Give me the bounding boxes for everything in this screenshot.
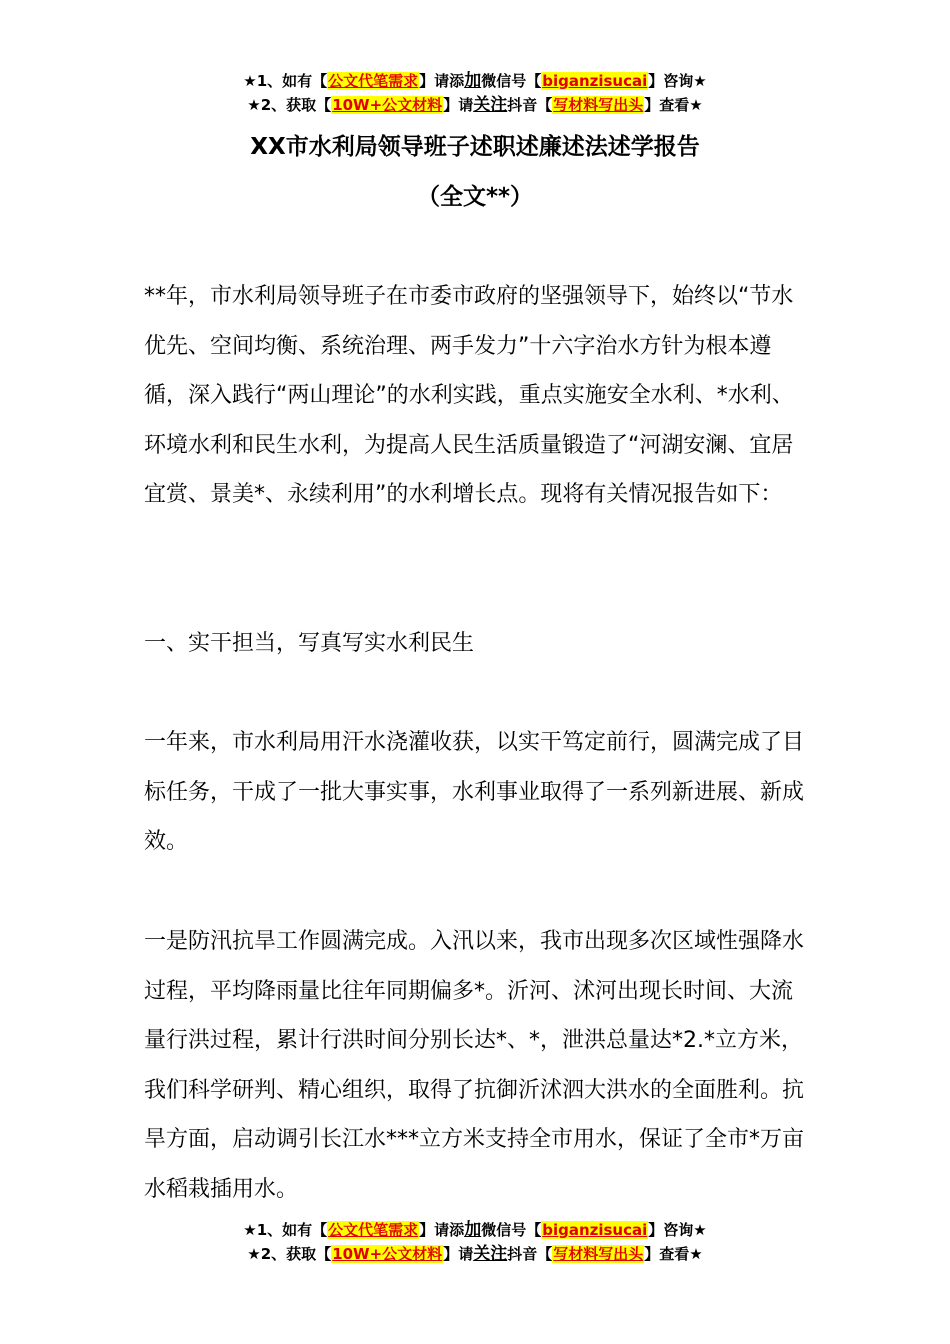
promo-text: 微信号【 bbox=[481, 72, 542, 90]
document-title: XX市水利局领导班子述职述廉述法述学报告 bbox=[250, 134, 700, 160]
section-heading: 一、实干担当，写真写实水利民生 bbox=[144, 631, 475, 656]
promo-highlight-materials: 10W+公文材料 bbox=[332, 96, 443, 114]
promo-text: 】咨询★ bbox=[648, 1221, 707, 1239]
promo-text: 】咨询★ bbox=[648, 72, 707, 90]
promo-text: 抖音【 bbox=[507, 1245, 553, 1263]
promo-text: 】查看★ bbox=[644, 1245, 703, 1263]
promo-text: 】请添 bbox=[419, 72, 465, 90]
promo-underlined-text: 加 bbox=[464, 1220, 482, 1240]
promo-text: ★2、获取【 bbox=[247, 1245, 332, 1263]
promo-text: ★1、如有【 bbox=[243, 1221, 328, 1239]
promo-line-1 bbox=[0, 1218, 950, 1242]
promo-highlight-wechat-id: biganzisucai bbox=[542, 1221, 648, 1239]
body-paragraph: 一是防汛抗旱工作圆满完成。入汛以来，我市出现多次区域性强降水过程，平均降雨量比往年同期偏多*。沂河、沭河出现长时间、大流量行洪过程，累计行洪时间分别长达*、*，泄洪总量达*2.*立方米，我们科学研判、精心组织，取得了抗御沂沭泗大洪水的全面胜利。抗旱方面，启动调引长江水***立方米支持全市用水，保证了全市*万亩水稻栽插用水。 bbox=[144, 929, 805, 1202]
promo-line-1 bbox=[0, 69, 950, 93]
promo-banner-top bbox=[0, 69, 950, 117]
promo-text: 微信号【 bbox=[481, 1221, 542, 1239]
promo-text: 】查看★ bbox=[644, 96, 703, 114]
promo-line-2 bbox=[0, 93, 950, 117]
promo-text: 】请 bbox=[443, 96, 474, 114]
promo-text: 】请添 bbox=[419, 1221, 465, 1239]
intro-paragraph: **年，市水利局领导班子在市委市政府的坚强领导下，始终以“节水优先、空间均衡、系统治理、两手发力”十六字治水方针为根本遵循，深入践行“两山理论”的水利实践，重点实施安全水利、*水利、环境水利和民生水利，为提高人民生活质量锻造了“河湖安澜、宜居宜赏、景美*、永续利用”的水利增长点。现将有关情况报告如下： bbox=[144, 284, 794, 508]
promo-highlight-materials: 10W+公文材料 bbox=[332, 1245, 443, 1263]
document-subtitle: （全文**） bbox=[416, 184, 534, 210]
promo-underlined-text: 关注 bbox=[473, 95, 508, 115]
promo-highlight-service: 公文代笔需求 bbox=[328, 72, 419, 90]
promo-highlight-douyin-id: 写材料写出头 bbox=[553, 96, 644, 114]
promo-text: 抖音【 bbox=[507, 96, 553, 114]
promo-text: 】请 bbox=[443, 1245, 474, 1263]
promo-underlined-text: 关注 bbox=[473, 1244, 508, 1264]
promo-text: ★2、获取【 bbox=[247, 96, 332, 114]
promo-line-2 bbox=[0, 1242, 950, 1266]
promo-highlight-wechat-id: biganzisucai bbox=[542, 72, 648, 90]
promo-text: ★1、如有【 bbox=[243, 72, 328, 90]
promo-banner-bottom bbox=[0, 1218, 950, 1266]
promo-highlight-service: 公文代笔需求 bbox=[328, 1221, 419, 1239]
promo-highlight-douyin-id: 写材料写出头 bbox=[553, 1245, 644, 1263]
promo-underlined-text: 加 bbox=[464, 71, 482, 91]
body-paragraph: 一年来，市水利局用汗水浇灌收获，以实干笃定前行，圆满完成了目标任务，干成了一批大事实事，水利事业取得了一系列新进展、新成效。 bbox=[144, 730, 805, 855]
